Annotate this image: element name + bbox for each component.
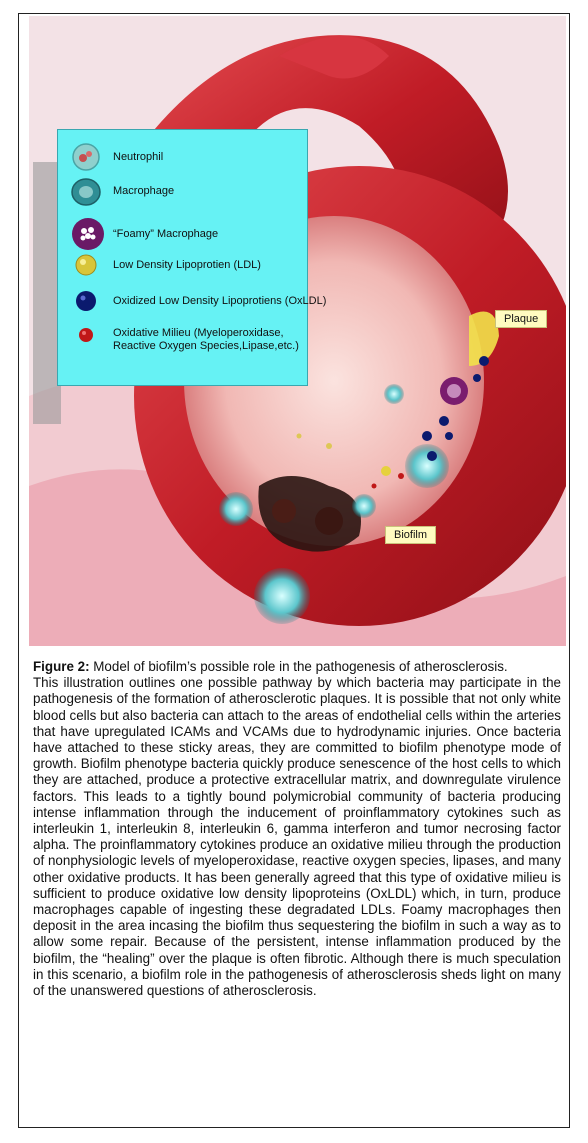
figure-label: Figure 2:	[33, 659, 90, 674]
oxldl-icon	[75, 290, 97, 317]
legend-box: Neutrophil Macrophage “Foamy” Macrophage Low Density Lipoprotien (LDL) Oxidized Low Density Lipoprotiens (OxLDL) Oxidative Milieu (Myeloperoxidase, Reactive Oxygen Species,Lipase,etc.)	[57, 129, 308, 386]
plaque-label: Plaque	[495, 310, 547, 328]
caption-title-line	[33, 659, 561, 675]
macrophage-icon	[71, 177, 101, 212]
caption-body: This illustration outlines one possible pathway by which bacteria may participate in the pathogenesis of the formation of atherosclerotic plaques. It is possible that not only white blood cells but also bacteria can attach to the areas of endothelial cells within the arteries that have upregulated ICAMs and VCAMs due to hydrodynamic injuries. Once bacteria have attached to these sticky areas, they are committed to biofilm phenotype mode of growth. Biofilm phenotype bacteria quickly produce senescence of the host cells to which they are attached, produce a protective extracellular matrix, and downregulate virulence factors. This leads to a tightly bound polymicrobial community of bacteria producing intense inflammation through the inducement of proinflammatory cytokines such as interleukin 1, interleukin 8, interleukin 6, gamma interferon and tumor necrosing factor alpha. The proinflammatory cytokines produce an oxidative milieu through the production of nonphysiologic levels of myeloperoxidase, reactive oxygen species, lipases, and many other oxidative products. It has been generally agreed that this type of oxidative milieu is sufficient to produce oxidative low density lipoproteins (OxLDL) which, in turn, produce macrophages capable of ingesting these degradated LDLs. Foamy macrophages then deposit in the area incasing the biofilm thus sequestering the biofilm in such a way as to allow some repair. Because of the persistent, intense inflammation produced by the biofilm, the “healing” over the plaque is often fibrotic. Although there is much speculation in this scenario, a biofilm role in the pathogenesis of atherosclerosis sheds light on many of the unanswered questions of atherosclerosis.	[33, 675, 561, 999]
figure-caption	[33, 659, 561, 999]
figure-title: Model of biofilm’s possible role in the pathogenesis of atherosclerosis.	[93, 659, 508, 674]
foamy-macrophage-icon	[71, 217, 105, 256]
ldl-icon	[75, 254, 97, 281]
oxidative-milieu-icon	[78, 327, 94, 348]
biofilm-label: Biofilm	[385, 526, 436, 544]
neutrophil-icon	[71, 142, 101, 177]
